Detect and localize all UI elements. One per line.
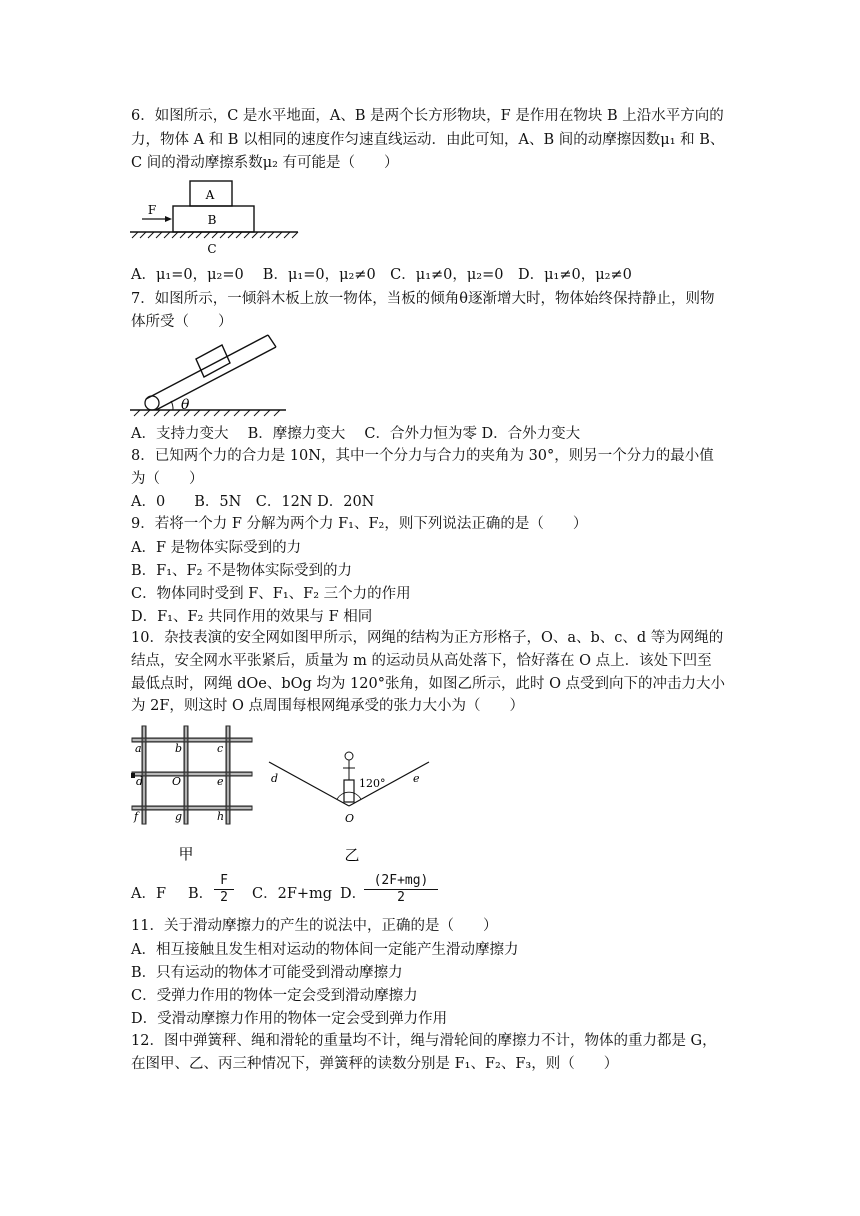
q9-option-b: B．F₁、F₂ 不是物体实际受到的力: [131, 563, 353, 579]
q10-option-b-fraction: [214, 873, 234, 906]
yi-label-d: d: [271, 772, 279, 785]
q10-option-c: C．2F+mg: [252, 886, 333, 902]
yi-label-e: e: [413, 772, 420, 785]
q7-incline-figure: [128, 333, 288, 421]
q11-option-c: C．受弹力作用的物体一定会受到滑动摩擦力: [131, 988, 418, 1004]
q6-options: A．μ₁=0，μ₂=0 B．μ₁=0，μ₂≠0 C．μ₁≠0，μ₂=0 D．μ₁≠0，μ₂≠0: [131, 267, 632, 283]
label-a: A: [205, 188, 215, 202]
q6-blocks-figure: [128, 176, 300, 258]
theta-label: θ: [181, 397, 190, 413]
q9-option-c: C．物体同时受到 F、F₁、F₂ 三个力的作用: [131, 586, 411, 602]
q6-stem-line1: 6．如图所示，C 是水平地面，A、B 是两个长方形物块，F 是作用在物块 B 上沿水平方向的: [131, 108, 724, 124]
yi-label-o: O: [345, 812, 355, 825]
q10-option-d-fraction: [364, 873, 438, 906]
caption-yi: 乙: [344, 846, 360, 864]
net-label-d: d: [136, 775, 144, 788]
net-label-c: c: [217, 742, 224, 755]
q7-stem-line1: 7．如图所示，一倾斜木板上放一物体，当板的倾角θ逐渐增大时，物体始终保持静止，则物: [131, 291, 715, 307]
q12-stem-line1: 12．图中弹簧秤、绳和滑轮的重量均不计，绳与滑轮间的摩擦力不计，物体的重力都是 G，: [131, 1033, 717, 1049]
q10-option-a: A．F: [131, 886, 167, 902]
net-label-f: f: [134, 810, 139, 823]
caption-jia: 甲: [178, 845, 194, 863]
net-label-g: g: [175, 810, 183, 823]
net-label-a: a: [135, 742, 142, 755]
label-c: C: [207, 242, 217, 256]
fraction-denominator: 2: [397, 890, 405, 905]
q10-net-figure-jia: [128, 722, 258, 867]
q7-options: A．支持力变大 B．摩擦力变大 C．合外力恒为零 D．合外力变大: [131, 426, 581, 442]
net-label-e: e: [217, 775, 224, 788]
fraction-denominator: 2: [220, 890, 228, 905]
net-label-o: O: [172, 775, 182, 788]
object-block: [196, 345, 230, 377]
q10-option-d-prefix: D．: [340, 886, 367, 902]
q8-stem-line1: 8．已知两个力的合力是 10N，其中一个分力与合力的夹角为 30°，则另一个分力的最小值: [131, 448, 714, 464]
q8-options: A．0 B．5N C．12N D．20N: [131, 494, 375, 510]
net-label-b: b: [175, 742, 183, 755]
q9-stem: 9．若将一个力 F 分解为两个力 F₁、F₂，则下列说法正确的是（ ）: [131, 516, 588, 532]
q10-stem-line2: 结点，安全网水平张紧后，质量为 m 的运动员从高处落下，恰好落在 O 点上．该处下凹至: [131, 653, 712, 669]
q6-stem-line2: 力，物体 A 和 B 以相同的速度作匀速直线运动．由此可知，A、B 间的动摩擦因数μ₁ 和 B、: [131, 132, 725, 148]
q9-option-a: A．F 是物体实际受到的力: [131, 540, 302, 556]
q11-option-d: D．受滑动摩擦力作用的物体一定会受到弹力作用: [131, 1011, 448, 1027]
athlete-figure: [344, 780, 354, 802]
q10-stem-line4: 为 2F，则这时 O 点周围每根网绳承受的张力大小为（ ）: [131, 698, 524, 714]
q11-stem: 11．关于滑动摩擦力的产生的说法中，正确的是（ ）: [131, 918, 498, 934]
q11-option-a: A．相互接触且发生相对运动的物体间一定能产生滑动摩擦力: [131, 942, 519, 958]
net-label-h: h: [217, 810, 225, 823]
fraction-numerator: (2F+mg): [364, 873, 438, 890]
q7-stem-line2: 体所受（ ）: [131, 314, 233, 330]
q11-option-b: B．只有运动的物体才可能受到滑动摩擦力: [131, 965, 403, 981]
q8-stem-line2: 为（ ）: [131, 471, 204, 487]
q9-option-d: D．F₁、F₂ 共同作用的效果与 F 相同: [131, 609, 373, 625]
q10-stem-line3: 最低点时，网绳 dOe、bOg 均为 120°张角，如图乙所示，此时 O 点受到向下的冲击力大小: [131, 676, 726, 692]
q12-stem-line2: 在图甲、乙、丙三种情况下，弹簧秤的读数分别是 F₁、F₂、F₃，则（ ）: [131, 1056, 619, 1072]
fraction-numerator: F: [214, 873, 234, 890]
label-b: B: [207, 213, 217, 227]
angle-120-label: 120°: [359, 777, 386, 790]
q6-stem-line3: C 间的滑动摩擦系数μ₂ 有可能是（ ）: [131, 155, 399, 171]
q10-net-figure-yi: [265, 740, 435, 870]
label-f: F: [147, 203, 157, 217]
q10-option-b-prefix: B．: [188, 886, 214, 902]
q10-stem-line1: 10．杂技表演的安全网如图甲所示，网绳的结构为正方形格子，O、a、b、c、d 等为网绳的: [131, 630, 724, 646]
